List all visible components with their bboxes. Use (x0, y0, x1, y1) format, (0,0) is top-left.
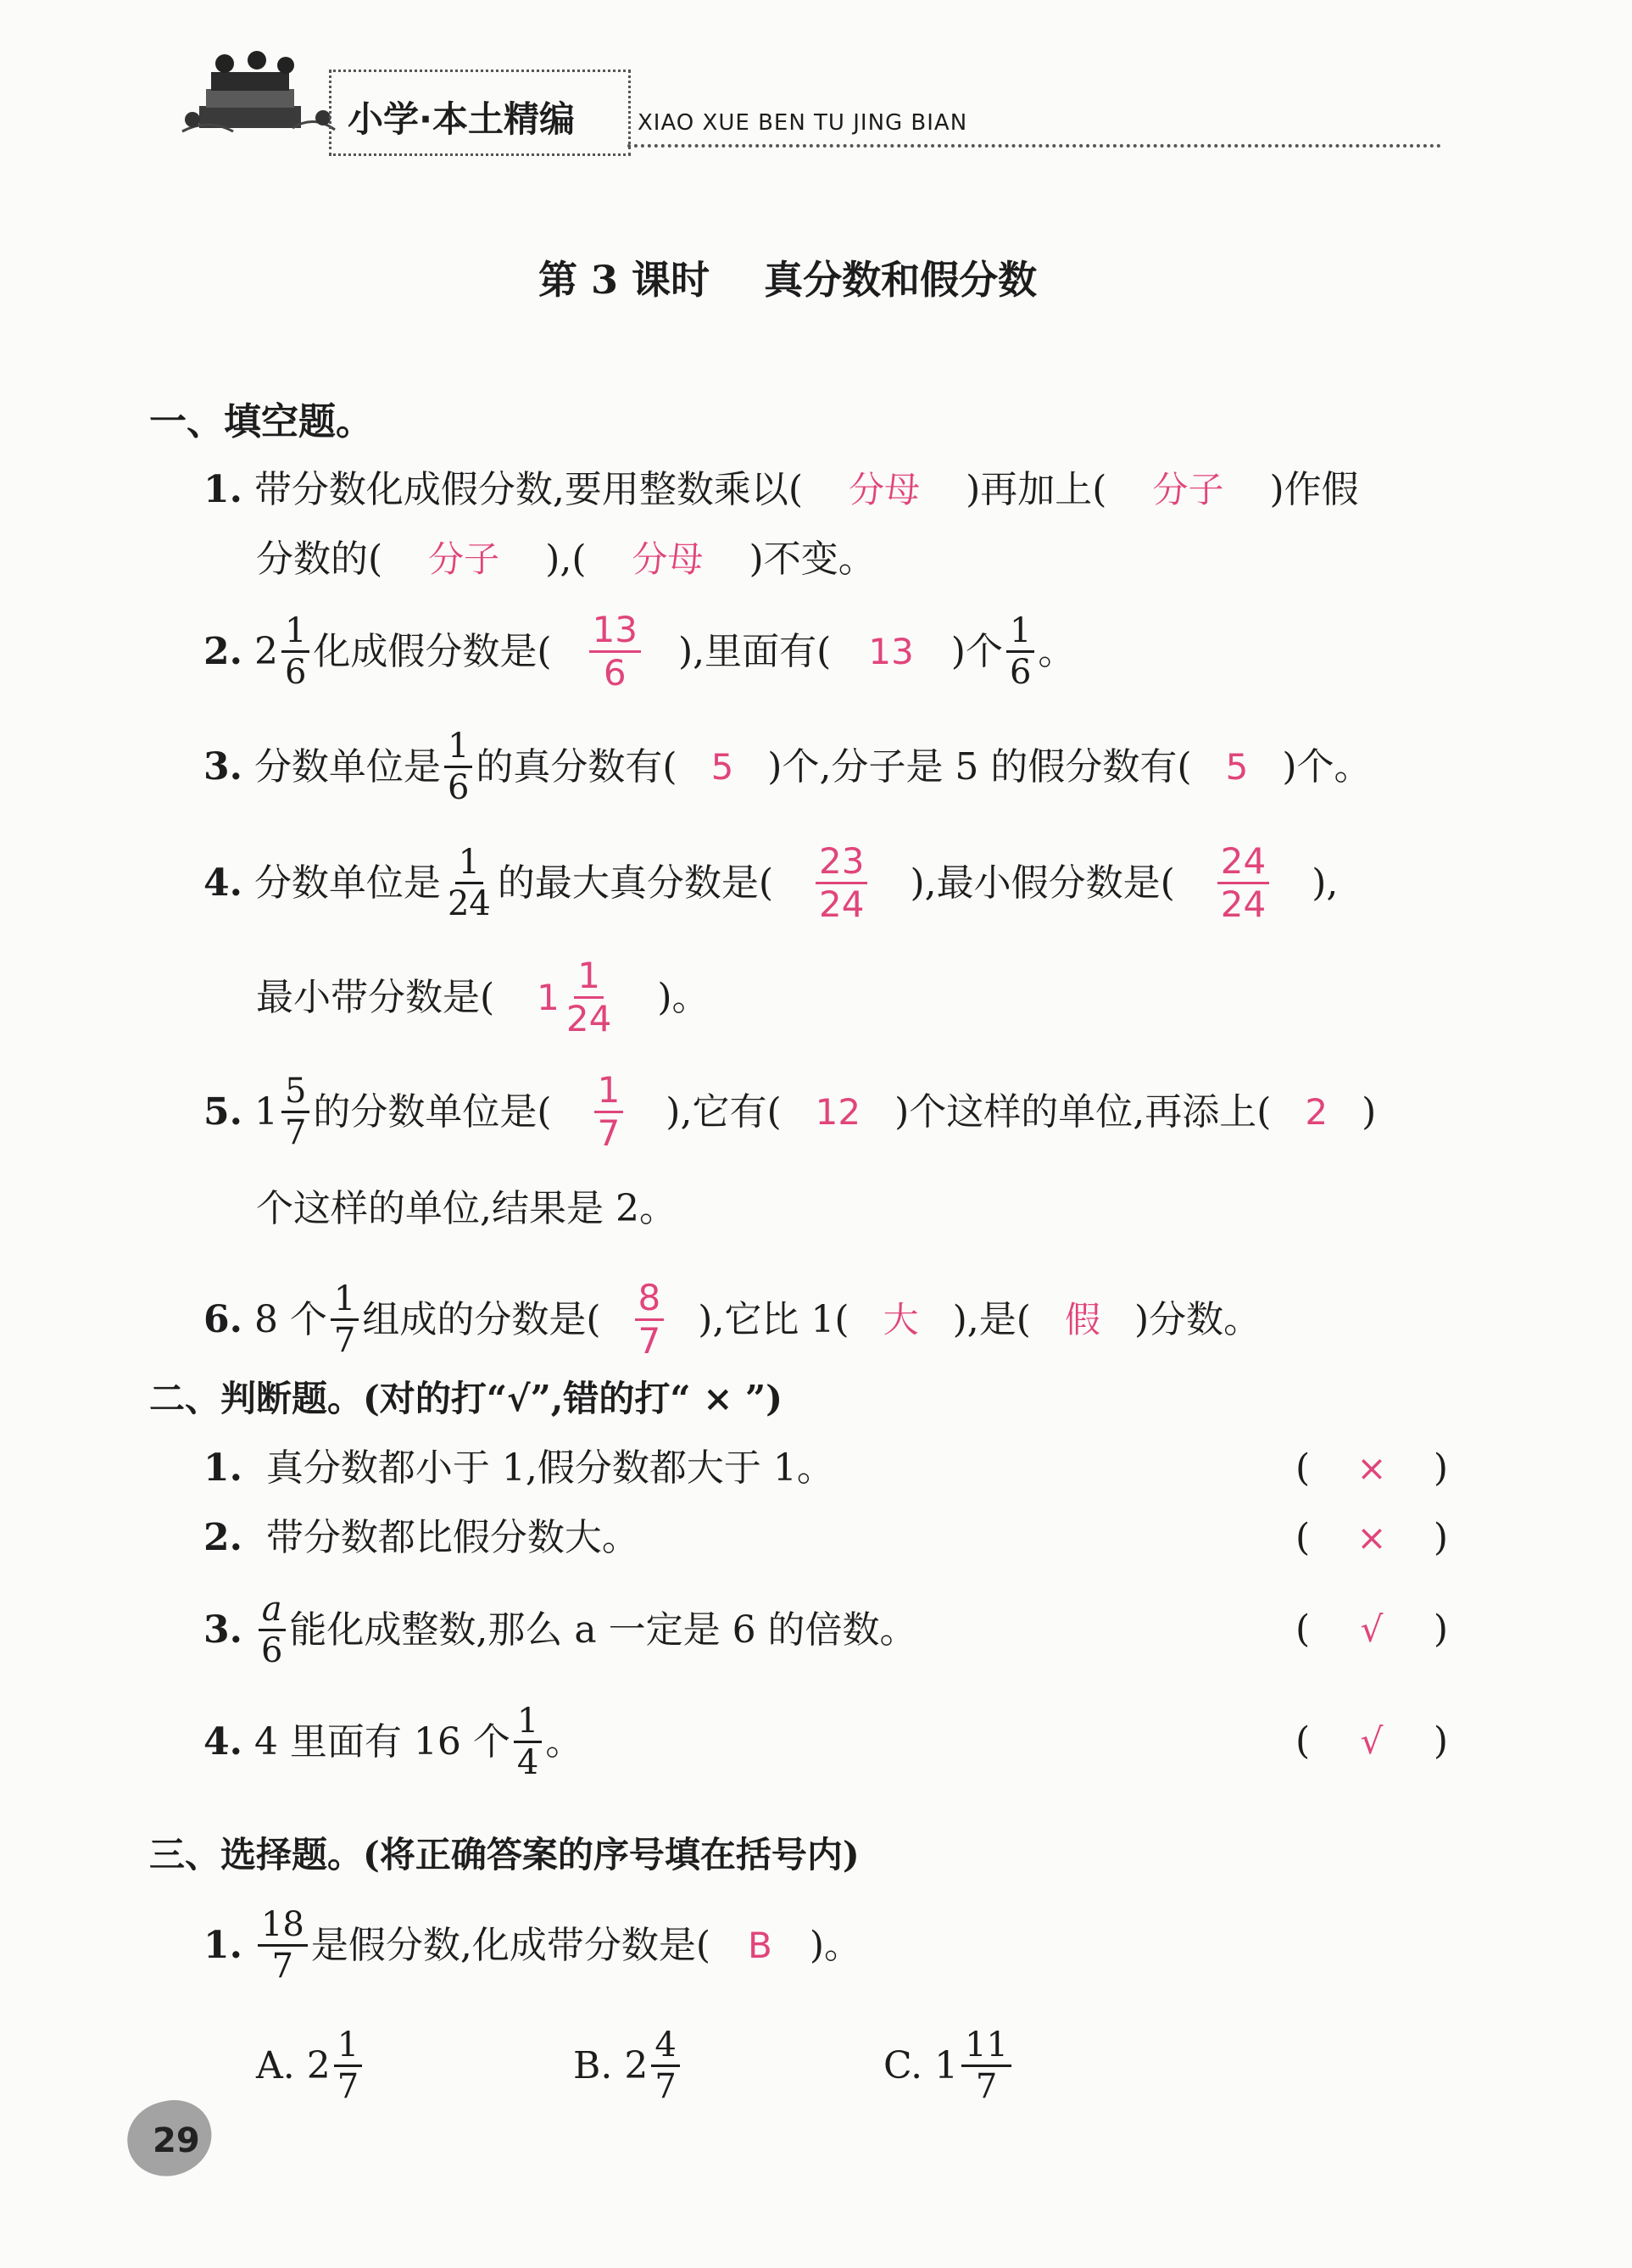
mc-option-a: A. 2 $\frac{1}{7}$ (256, 2028, 365, 2104)
answer: 分母 (632, 538, 704, 580)
answer-mark: √ (1360, 1720, 1384, 1762)
series-title-cn: 小学·本土精编 (348, 98, 575, 140)
tf-answer-4: ( √ ) (1295, 1716, 1448, 1767)
tf-answer-2: ( × ) (1295, 1513, 1448, 1563)
question-number: 1. (203, 468, 242, 511)
fraction: $\frac{1}{24}$ (447, 843, 491, 923)
fraction: $\frac{18}{7}$ (258, 1908, 308, 1983)
answer: 分子 (428, 538, 500, 580)
fraction: $\frac{1}{6}$ (1006, 614, 1034, 689)
page-number: 29 (153, 2121, 200, 2160)
mc-question-1: 1. $\frac{18}{7}$ 是假分数,化成带分数是( B )。 (203, 1905, 861, 1986)
answer-mark: √ (1360, 1608, 1384, 1650)
tf-question-4: 4. 4 里面有 16 个 $\frac{1}{4}$ 。 (203, 1702, 583, 1782)
answer: 2 (1305, 1090, 1328, 1133)
mc-option-c: C. 1 $\frac{11}{7}$ (883, 2028, 1015, 2104)
fraction: $\frac{1}{7}$ (331, 1282, 359, 1357)
tf-question-1: 1. 真分数都小于 1,假分数都大于 1。 (203, 1446, 834, 1490)
question-1-5-line2: 个这样的单位,结果是 2。 (256, 1187, 677, 1230)
question-1-3: 3. 分数单位是 $\frac{1}{6}$ 的真分数有( 5 )个,分子是 5 的假分数有( 5 )个。 (203, 727, 1372, 807)
answer: 分母 (849, 469, 921, 510)
section-fill-in-title: 一、填空题。 (149, 400, 373, 443)
fraction: $\frac{1}{6}$ (444, 729, 472, 805)
fraction: $\frac{1}{6}$ (281, 614, 309, 689)
answer: 5 (1225, 745, 1249, 788)
answer: 13 (868, 630, 914, 672)
answer: 12 (815, 1090, 861, 1133)
question-1-4-line1: 4. 分数单位是 $\frac{1}{24}$ 的最大真分数是( $\frac{23}{24}$ ),最小假分数是( $\frac{24}{24}$ ), (203, 840, 1339, 925)
answer: 5 (710, 745, 734, 788)
answer: B (748, 1924, 772, 1966)
students-reading-illustration (174, 47, 343, 148)
answer-fraction: $\frac{13}{6}$ (589, 612, 641, 691)
answer-fraction: $\frac{24}{24}$ (1217, 844, 1269, 922)
answer-fraction: $\frac{23}{24}$ (816, 844, 867, 922)
answer-fraction: $\frac{1}{24}$ (565, 955, 612, 1039)
tf-question-3: 3. $\frac{a}{6}$ 能化成整数,那么 a 一定是 6 的倍数。 (203, 1590, 917, 1670)
mc-option-b: B. 2 $\frac{4}{7}$ (573, 2028, 683, 2104)
question-1-2: 2. 2 $\frac{1}{6}$ 化成假分数是( $\frac{13}{6}$ ),里面有( 13 )个 $\frac{1}{6}$ 。 (203, 609, 1076, 694)
fraction: $\frac{5}{7}$ (281, 1074, 309, 1150)
question-1-1-line1: 1. 带分数化成假分数,要用整数乘以( 分母 )再加上( 分子 )作假 (203, 468, 1359, 511)
section-multiple-choice-title: 三、选择题。(将正确答案的序号填在括号内) (149, 1834, 860, 1875)
question-1-4-line2: 最小带分数是( 1 $\frac{1}{24}$ )。 (256, 955, 710, 1039)
answer: 假 (1064, 1298, 1100, 1340)
lesson-title: 第 3 课时 真分数和假分数 (538, 257, 1038, 303)
question-1-6: 6. 8 个 $\frac{1}{7}$ 组成的分数是( $\frac{8}{7}$ ),它比 1( 大 ),是( 假 )分数。 (203, 1277, 1262, 1362)
tf-answer-1: ( × ) (1295, 1443, 1448, 1494)
fraction: $\frac{1}{4}$ (514, 1704, 542, 1780)
answer-mark: × (1356, 1517, 1387, 1558)
series-title-pinyin: XIAO XUE BEN TU JING BIAN (638, 110, 968, 136)
question-1-1-line2: 分数的( 分子 ),( 分母 )不变。 (256, 538, 876, 581)
fraction: $\frac{a}{6}$ (258, 1592, 286, 1668)
tf-question-2: 2. 带分数都比假分数大。 (203, 1516, 639, 1559)
answer-fraction: $\frac{1}{7}$ (594, 1073, 624, 1151)
section-true-false-title: 二、判断题。(对的打“√”,错的打“ × ”) (149, 1378, 783, 1419)
tf-answer-3: ( √ ) (1295, 1604, 1448, 1655)
answer-mark: × (1356, 1447, 1387, 1489)
answer: 分子 (1152, 469, 1224, 510)
answer: 大 (883, 1298, 919, 1340)
header-divider (627, 144, 1441, 148)
answer-fraction: $\frac{8}{7}$ (635, 1280, 665, 1359)
question-1-5-line1: 5. 1 $\frac{5}{7}$ 的分数单位是( $\frac{1}{7}$ ),它有( 12 )个这样的单位,再添上( 2 ) (203, 1069, 1377, 1154)
